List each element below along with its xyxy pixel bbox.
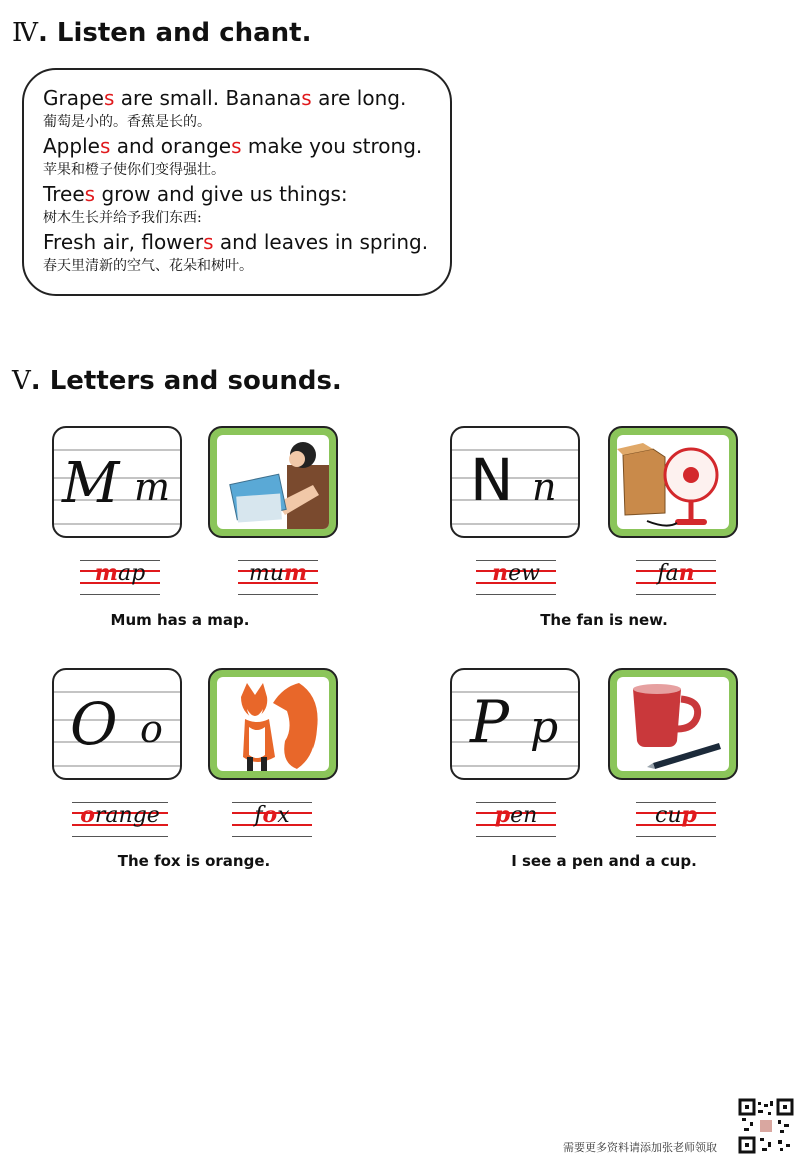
word-fan-start: fa [657,561,679,586]
chant-text: and orange [110,134,232,158]
plural-s-highlight: s [103,86,115,110]
word-fan [636,556,716,600]
sentence-n: The fan is new. [540,611,668,629]
section-5-numeral: Ⅴ [12,366,31,396]
word-orange-highlight: o [80,802,95,828]
letter-card-m [52,426,182,538]
word-fox [232,798,312,842]
fan-and-box-icon [617,435,729,529]
chant-line-1 [43,86,450,111]
plural-s-highlight: s [231,134,242,158]
picture-card-o [208,668,338,780]
word-fox-end: x [277,803,290,828]
chant-text: are long. [311,86,407,110]
picture-card-n [608,426,738,538]
letter-n-lower: n [532,465,557,509]
chant-line-4 [43,230,450,255]
picture-card-p [608,668,738,780]
letter-card-o [52,668,182,780]
word-new-highlight: n [492,560,509,586]
chant-translation-3: 树木生长并给予我们东西: [43,210,202,226]
word-cup-start: cu [655,803,682,828]
word-orange [72,798,168,842]
plural-s-highlight: s [301,86,312,110]
footer-note: 需要更多资料请添加张老师领取 [563,1141,717,1154]
letter-o-upper: O [70,690,118,758]
word-mum-highlight: m [283,560,308,586]
cup-and-pen-icon [617,677,729,771]
letter-p-upper: P [470,688,510,756]
word-pen [476,798,556,842]
letter-m-upper: M [62,451,120,516]
letter-n-upper: N [470,446,514,514]
chant-text: and leaves in spring. [213,230,429,254]
qr-code-icon [738,1098,794,1154]
letter-o-lower: o [140,707,163,751]
word-fox-start: f [254,803,263,828]
word-orange-rest: range [94,803,160,828]
chant-text: Fresh air, flower [43,230,204,254]
section-5-title [12,366,342,396]
word-mum-start: mu [248,561,284,586]
letter-card-n [450,426,580,538]
word-map-rest: ap [118,561,146,586]
chant-text: are small. Banana [114,86,302,110]
letter-p-lower: p [530,702,559,753]
plural-s-highlight: s [99,134,111,158]
chant-text: grow and give us things: [95,182,348,206]
chant-translation-4: 春天里清新的空气、花朵和树叶。 [43,258,253,274]
section-5-heading: . Letters and sounds. [30,366,342,396]
word-pen-highlight: p [494,802,511,828]
word-new [476,556,556,600]
word-fan-highlight: n [678,560,695,586]
letter-card-p [450,668,580,780]
chant-text: make you strong. [241,134,423,158]
picture-card-m [208,426,338,538]
fox-icon [217,677,329,771]
letter-m-lower: m [134,465,171,509]
word-map-highlight: m [94,560,119,586]
plural-s-highlight: s [203,230,214,254]
chant-text: Tree [43,182,85,206]
word-pen-rest: en [510,803,538,828]
chant-translation-1: 葡萄是小的。香蕉是长的。 [43,114,211,130]
word-fox-highlight: o [262,802,278,828]
section-4-title [12,18,312,48]
chant-line-3 [43,182,450,207]
word-mum [238,556,318,600]
word-map [80,556,160,600]
chant-line-2 [43,134,450,159]
sentence-o: The fox is orange. [117,852,271,870]
section-4-numeral: Ⅳ [12,18,38,48]
plural-s-highlight: s [84,182,96,206]
chant-box [22,68,452,296]
word-new-rest: ew [508,561,540,586]
chant-text: Grape [43,86,104,110]
word-cup [636,798,716,842]
sentence-p: I see a pen and a cup. [511,852,697,870]
section-4-heading: . Listen and chant. [37,18,312,48]
chant-text: Apple [43,134,100,158]
sentence-m: Mum has a map. [110,611,250,629]
word-cup-highlight: p [681,802,697,828]
woman-reading-icon [217,435,329,529]
chant-translation-2: 苹果和橙子使你们变得强壮。 [43,162,225,178]
